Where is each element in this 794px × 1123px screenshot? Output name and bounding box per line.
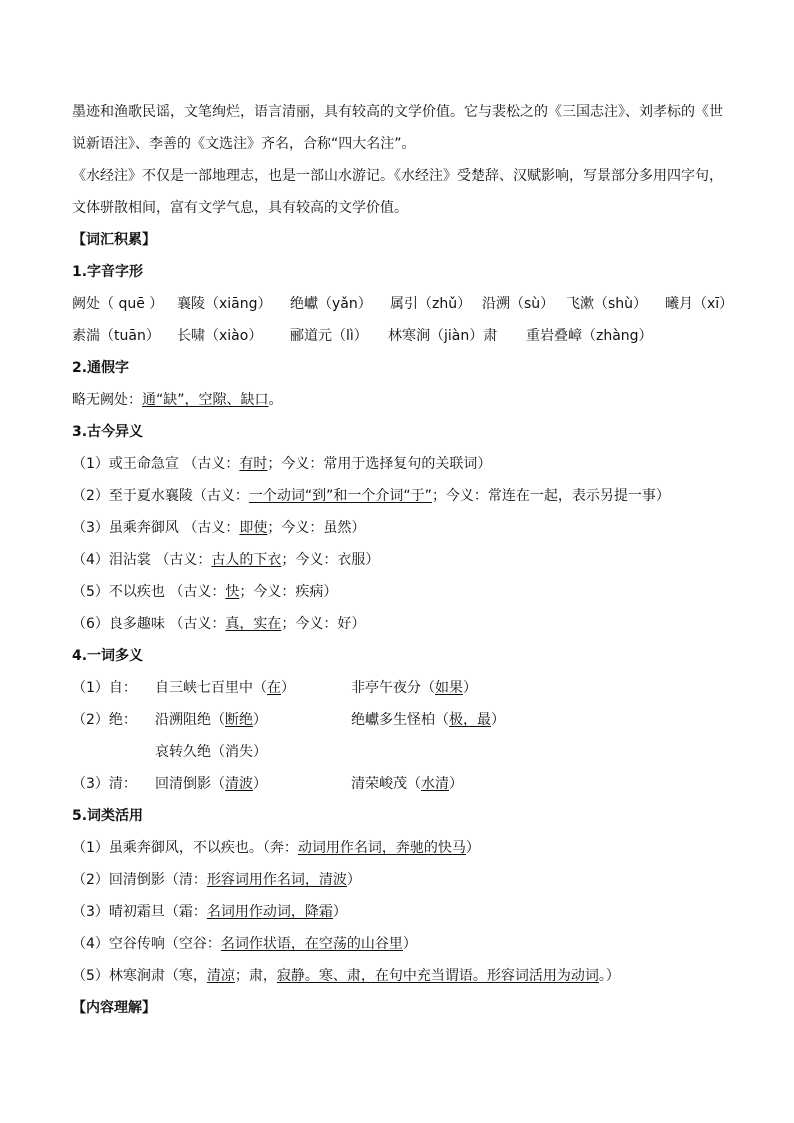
intro-line: 说新语注》、李善的《文选注》齐名，合称“四大名注”。	[72, 136, 416, 152]
pinyin-item: 襄陵（xiāng）	[177, 296, 272, 312]
pinyin-item: 属引（zhǔ）	[390, 296, 472, 312]
pinyin-item: 曦月（xī）	[665, 296, 734, 312]
intro-line: 《水经注》不仅是一部地理志，也是一部山水游记。《水经注》受楚辞、汉赋影响，写景部分多用四字句，	[72, 168, 723, 184]
pinyin-item: 林寒涧（jiàn）肃	[388, 328, 498, 344]
section-title: 2.通假字	[72, 360, 130, 376]
conversion-item: （1）虽乘奔御风，不以疾也。（奔：动词用作名词，奔驰的快马）	[72, 840, 480, 856]
gujin-item: （1）或王命急宣 （古义：有时；今义：常用于选择复句的关联词）	[72, 456, 492, 472]
polysemy-label: （2）绝：	[72, 712, 137, 728]
intro-line: 墨迹和渔歌民谣，文笔绚烂，语言清丽，具有较高的文学价值。它与裴松之的《三国志注》、刘孝标的《世	[72, 104, 723, 120]
polysemy-example: 非亭午夜分（如果）	[351, 680, 477, 696]
section-title: 3.古今异义	[72, 424, 144, 440]
gujin-item: （3）虽乘奔御风 （古义：即使；今义：虽然）	[72, 520, 366, 536]
pinyin-item: 绝巘（yǎn）	[290, 296, 372, 312]
content-heading: 【内容理解】	[72, 1000, 156, 1016]
section-title: 5.词类活用	[72, 808, 144, 824]
pinyin-item: 飞漱（shù）	[566, 296, 648, 312]
polysemy-example: 自三峡七百里中（在）	[155, 680, 295, 696]
tongjia-line: 略无阙处：通“缺”，空隙、缺口。	[72, 392, 283, 408]
conversion-item: （3）晴初霜旦（霜：名词用作动词，降霜）	[72, 904, 347, 920]
pinyin-item: 沿溯（sù）	[482, 296, 555, 312]
polysemy-label: （3）清：	[72, 776, 137, 792]
pinyin-item: 重岩叠嶂（zhàng）	[526, 328, 653, 344]
conversion-item: （4）空谷传响（空谷：名词作状语，在空荡的山谷里）	[72, 936, 417, 952]
intro-line: 文体骈散相间，富有文学气息，具有较高的文学价值。	[72, 200, 408, 216]
pinyin-item: 郦道元（lì）	[290, 328, 368, 344]
conversion-item: （2）回清倒影（清：形容词用作名词，清波）	[72, 872, 361, 888]
polysemy-example: 清荣峻茂（水清）	[351, 776, 463, 792]
pinyin-item: 阙处（ quē ）	[72, 296, 164, 312]
section-title: 1.字音字形	[72, 264, 144, 280]
conversion-item: （5）林寒涧肃（寒，清凉；肃，寂静。寒、肃，在句中充当谓语。形容词活用为动词。）	[72, 968, 620, 984]
polysemy-example: 沿溯阻绝（断绝）	[155, 712, 267, 728]
gujin-item: （2）至于夏水襄陵（古义：一个动词“到”和一个介词“于”；今义：常连在一起，表示另提一事）	[72, 488, 670, 504]
section-title: 4.一词多义	[72, 648, 144, 664]
gujin-item: （5）不以疾也 （古义：快；今义：疾病）	[72, 584, 338, 600]
vocab-heading: 【词汇积累】	[72, 232, 156, 248]
pinyin-item: 长啸（xiào）	[177, 328, 263, 344]
polysemy-example: 回清倒影（清波）	[155, 776, 267, 792]
gujin-item: （4）泪沾裳 （古义：古人的下衣；今义：衣服）	[72, 552, 380, 568]
polysemy-example: 绝巘多生怪柏（极，最）	[351, 712, 505, 728]
pinyin-item: 素湍（tuān）	[72, 328, 160, 344]
polysemy-label: （1）自：	[72, 680, 137, 696]
gujin-item: （6）良多趣味 （古义：真，实在；今义：好）	[72, 616, 366, 632]
polysemy-example: 哀转久绝（消失）	[155, 744, 267, 760]
